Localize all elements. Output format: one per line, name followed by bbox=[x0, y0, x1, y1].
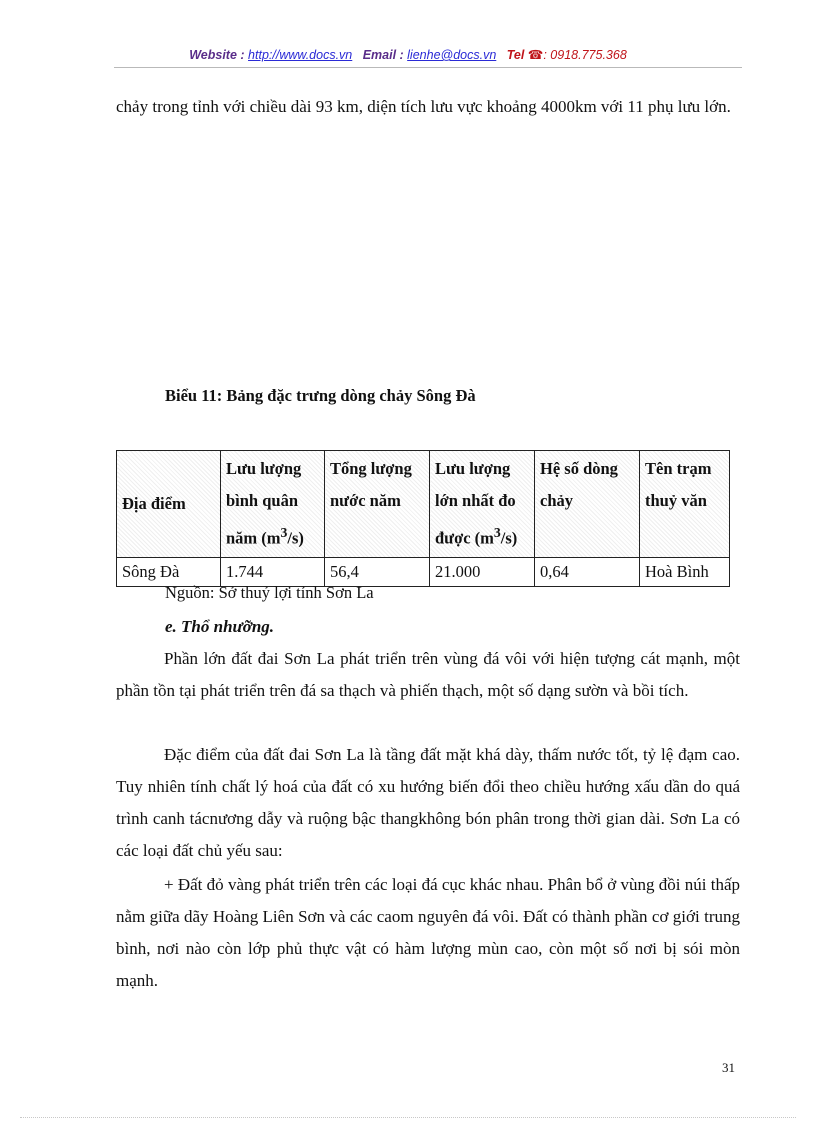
page-number: 31 bbox=[722, 1060, 735, 1075]
paragraph-soil-origin: Phần lớn đất đai Sơn La phát triển trên vùng đá vôi với hiện tượng cát mạnh, một phần tồn tại phát triển trên đá sa thạch và phiến thạch, một số dạng sườn và bồi tích. bbox=[116, 649, 740, 700]
header-station: Tên trạm thuỷ văn bbox=[640, 451, 730, 558]
header-max-flow-text: Lưu lượng lớn nhất đo được (m bbox=[435, 459, 516, 548]
table-source: Nguồn: Sở thuỷ lợi tỉnh Sơn La bbox=[165, 583, 374, 602]
table-header-row bbox=[117, 451, 730, 558]
header-max-flow-unit: /s) bbox=[500, 528, 518, 548]
header-max-flow bbox=[430, 451, 535, 558]
header-avg-flow-sup: 3 bbox=[280, 525, 288, 540]
header-max-flow-sup: 3 bbox=[493, 525, 501, 540]
cell-location: Sông Đà bbox=[117, 557, 221, 586]
tel-label: Tel ☎ bbox=[506, 48, 544, 62]
email-link[interactable]: lienhe@docs.vn bbox=[407, 48, 497, 62]
paragraph-red-yellow-soil: + Đất đỏ vàng phát triển trên các loại đá cục khác nhau. Phân bổ ở vùng đồi núi thấp nằm giữa dãy Hoàng Liên Sơn và các caom nguyên đá vôi. Đất có thành phần cơ giới trung bình, nơi nào còn lớp phủ thực vật có hàm lượng mùn cao, còn một số nơi bị sói mòn mạnh. bbox=[116, 875, 740, 990]
header-divider bbox=[114, 67, 742, 68]
table-caption: Biểu 11: Bảng đặc trưng dòng chảy Sông Đà bbox=[165, 386, 476, 405]
flow-characteristics-table bbox=[116, 450, 730, 587]
footer-divider bbox=[20, 1117, 796, 1118]
header-avg-flow bbox=[221, 451, 325, 558]
cell-total-volume: 56,4 bbox=[325, 557, 430, 586]
cell-station: Hoà Bình bbox=[640, 557, 730, 586]
email-label: Email bbox=[362, 48, 397, 62]
header-avg-flow-text: Lưu lượng bình quân năm (m bbox=[226, 459, 302, 548]
section-heading: e. Thổ nhưỡng. bbox=[165, 617, 275, 636]
cell-coefficient: 0,64 bbox=[535, 557, 640, 586]
website-label: Website : bbox=[189, 48, 245, 62]
paragraph-soil-characteristics: Đặc điểm của đất đai Sơn La là tầng đất mặt khá dày, thấm nước tốt, tỷ lệ đạm cao. Tuy nhiên tính chất lý hoá của đất có xu hướng biến đổi theo chiều hướng xấu dần do quá trình canh tácnương dẫy và ruộng bậc thangkhông bón phân trong thời gian dài. Sơn La có các loại đất chủ yếu sau: bbox=[116, 745, 740, 860]
tel-value: : 0918.775.368 bbox=[543, 48, 627, 62]
cell-max-flow: 21.000 bbox=[430, 557, 535, 586]
email-separator: : bbox=[396, 48, 408, 62]
header-total-volume: Tổng lượng nước năm bbox=[325, 451, 430, 558]
intro-paragraph: chảy trong tỉnh với chiều dài 93 km, diện tích lưu vực khoảng 4000km với 11 phụ lưu lớn. bbox=[116, 97, 731, 116]
header-coefficient: Hệ số dòng chảy bbox=[535, 451, 640, 558]
cell-avg-flow: 1.744 bbox=[221, 557, 325, 586]
table-row bbox=[117, 557, 730, 586]
page-header bbox=[0, 47, 816, 62]
website-link[interactable]: http://www.docs.vn bbox=[248, 48, 353, 62]
header-avg-flow-unit: /s) bbox=[287, 528, 304, 548]
header-location: Địa điểm bbox=[117, 451, 221, 558]
